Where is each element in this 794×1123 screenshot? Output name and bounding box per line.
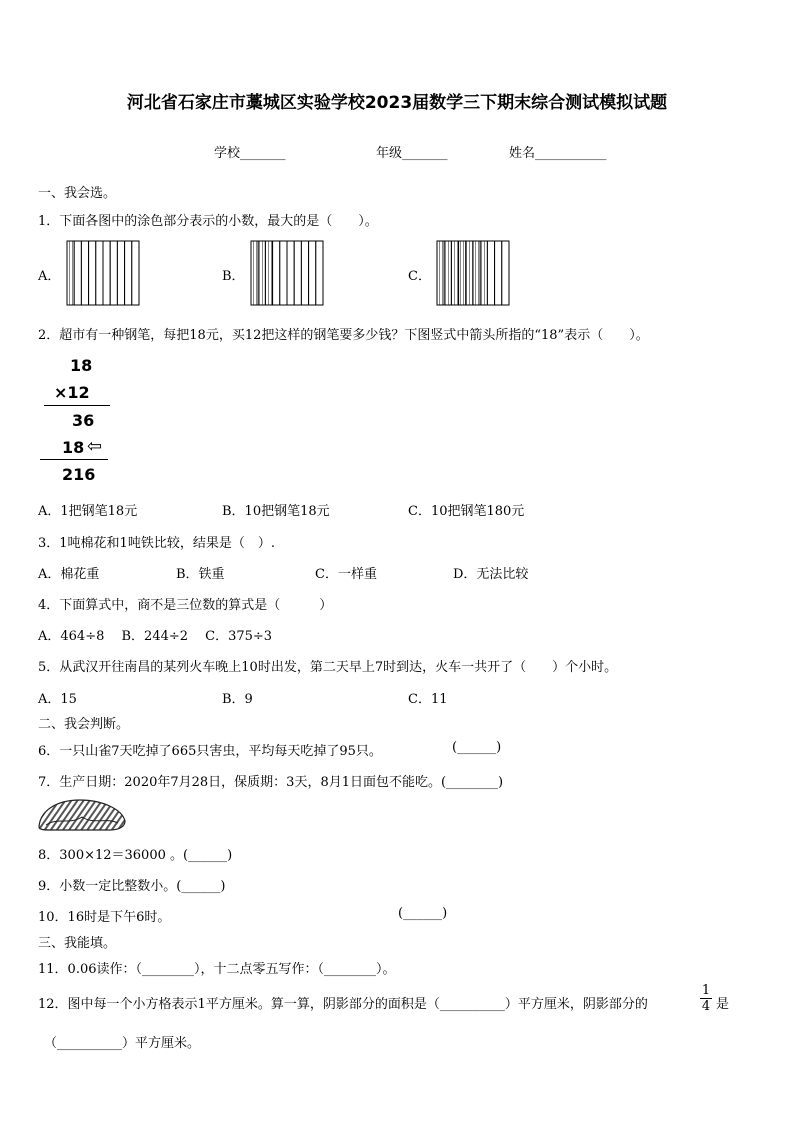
question-12-line-2: （__________）平方厘米。 (44, 1036, 201, 1051)
calc-partial-2: 18 (62, 438, 85, 457)
q1-option-c-label[interactable]: C． (408, 269, 431, 284)
fig-a-strip (125, 241, 132, 305)
question-2-text: 2．超市有一种钢笔，每把18元，买12把这样的钢笔要多少钱？下图竖式中箭头所指的“18”表示（ ）。 (38, 328, 649, 343)
q3-option-d[interactable]: D．无法比较 (453, 567, 529, 582)
fig-b-strip (301, 241, 308, 305)
fig-c-strip (473, 241, 480, 305)
q5-option-b[interactable]: B．9 (222, 692, 253, 707)
school-blank[interactable]: _______ (240, 146, 286, 161)
fig-c-strip (466, 241, 473, 305)
fig-a-strip (103, 241, 110, 305)
q3-option-c[interactable]: C．一样重 (315, 567, 377, 582)
question-3-text: 3．1吨棉花和1吨铁比较，结果是（ ）. (38, 536, 275, 551)
q1-figure-c (436, 240, 510, 306)
fig-a-strip (132, 241, 139, 305)
fig-a-strip (89, 241, 96, 305)
question-6-text: 6．一只山雀7天吃掉了665只害虫，平均每天吃掉了95只。 (38, 744, 382, 759)
grade-label: 年级 (376, 146, 403, 161)
calc-multiplicand: 18 (70, 356, 93, 375)
question-11-text: 11．0.06读作：（________），十二点零五写作：（________）。 (38, 962, 396, 977)
calc-result: 216 (62, 465, 96, 484)
q3-option-b[interactable]: B．铁重 (176, 567, 225, 582)
question-7-text: 7．生产日期：2020年7月28日，保质期：3天，8月1日面包不能吃。(________) (38, 775, 504, 790)
fig-b-strip (309, 241, 316, 305)
question-10-text: 10．16时是下午6时。 (38, 910, 171, 925)
calc-multiplier: ×12 (54, 383, 90, 402)
q3-option-a[interactable]: A．棉花重 (38, 567, 100, 582)
page-title: 河北省石家庄市藁城区实验学校2023届数学三下期末综合测试模拟试题 (126, 93, 668, 113)
q1-option-b-label[interactable]: B． (222, 269, 245, 284)
fig-b-strip (265, 241, 272, 305)
fraction-denominator: 4 (701, 999, 711, 1014)
q2-option-a[interactable]: A．1把钢笔18元 (38, 504, 138, 519)
q10-answer-blank[interactable]: (______) (398, 906, 448, 921)
section-heading-3: 三、我能填。 (38, 936, 117, 951)
fig-a-strip (81, 241, 88, 305)
q5-option-c[interactable]: C．11 (408, 692, 448, 707)
fig-a-strip (96, 241, 103, 305)
q1-figure-b (250, 240, 324, 306)
question-12-tail: 是 (716, 997, 730, 1012)
q6-answer-blank[interactable]: (______) (452, 740, 502, 755)
name-label: 姓名 (509, 146, 536, 161)
fig-c-strip (437, 241, 444, 305)
name-blank[interactable]: ___________ (535, 146, 607, 161)
q2-option-c[interactable]: C．10把钢笔180元 (408, 504, 525, 519)
calc-line-2 (40, 459, 108, 460)
fig-c-strip (459, 241, 466, 305)
fig-b-strip (316, 241, 323, 305)
fig-c-strip (495, 241, 502, 305)
bread-image (36, 797, 128, 833)
question-1-text: 1．下面各图中的涂色部分表示的小数，最大的是（ ）。 (38, 214, 378, 229)
question-12-text: 12．图中每一个小方格表示1平方厘米。算一算，阴影部分的面积是（__________）平方厘米，阴影部分的 (38, 997, 648, 1012)
grade-blank[interactable]: _______ (402, 146, 448, 161)
question-9-text: 9．小数一定比整数小。(______) (38, 879, 226, 894)
q1-option-a-label[interactable]: A． (38, 269, 61, 284)
q1-figure-a (66, 240, 140, 306)
q4-options[interactable]: A．464÷8 B．244÷2 C．375÷3 (38, 629, 273, 644)
school-field (214, 142, 286, 161)
fig-b-strip (258, 241, 265, 305)
fig-c-strip (451, 241, 458, 305)
q2-option-b[interactable]: B．10把钢笔18元 (222, 504, 330, 519)
fig-a-strip (67, 241, 74, 305)
calc-line-1 (44, 405, 110, 406)
q5-option-a[interactable]: A．15 (38, 692, 77, 707)
fig-b-strip (294, 241, 301, 305)
name-field (509, 142, 607, 161)
fig-b-strip (280, 241, 287, 305)
section-heading-1: 一、我会选。 (38, 186, 117, 201)
fig-a-strip (117, 241, 124, 305)
fig-a-strip (110, 241, 117, 305)
question-4-text: 4．下面算式中，商不是三位数的算式是（ ） (38, 598, 333, 613)
grade-field (376, 142, 448, 161)
fig-c-strip (480, 241, 487, 305)
fig-c-strip (502, 241, 509, 305)
fraction-numerator: 1 (701, 983, 711, 998)
school-label: 学校 (214, 146, 241, 161)
calc-partial-1: 36 (72, 411, 95, 430)
fig-c-strip (487, 241, 494, 305)
question-8-text: 8．300×12＝36000 。(______) (38, 848, 233, 863)
fraction-one-quarter (700, 983, 712, 1014)
fig-b-strip (273, 241, 280, 305)
question-5-text: 5．从武汉开往南昌的某列火车晚上10时出发，第二天早上7时到达，火车一共开了（ ）个小时。 (38, 660, 618, 675)
fig-c-strip (444, 241, 451, 305)
fig-b-strip (251, 241, 258, 305)
fig-a-strip (74, 241, 81, 305)
fig-b-strip (287, 241, 294, 305)
arrow-icon: ⇦ (87, 436, 103, 457)
section-heading-2: 二、我会判断。 (38, 717, 130, 732)
